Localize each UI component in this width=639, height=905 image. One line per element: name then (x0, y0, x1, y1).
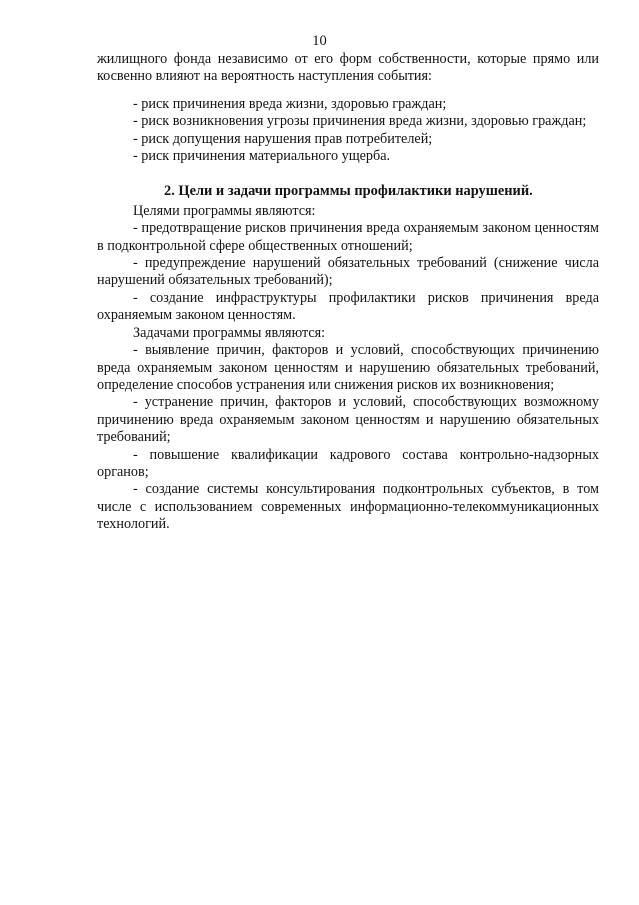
goal-item-2: - предупреждение нарушений обязательных требований (снижение числа нарушений обязательных требований); (97, 255, 599, 289)
tasks-intro: Задачами программы являются: (133, 324, 326, 341)
task-item-3: - повышение квалификации кадрового состава контрольно-надзорных органов; (97, 446, 599, 480)
task-item-2: - устранение причин, факторов и условий, способствующих возможному причинению вреда охраняемым законом ценностям и нарушению обязательных требований; (97, 394, 599, 446)
goal-item-3: - создание инфраструктуры профилактики рисков причинения вреда охраняемым законом ценностям. (97, 289, 599, 324)
goals-intro: Целями программы являются: (133, 202, 316, 219)
risk-item-4: - риск причинения материального ущерба. (133, 148, 391, 165)
intro-paragraph: жилищного фонда независимо от его форм собственности, которые прямо или косвенно влияют на вероятность наступления события: (97, 51, 599, 85)
risk-item-1: - риск причинения вреда жизни, здоровью граждан; (133, 95, 447, 112)
task-item-1: - выявление причин, факторов и условий, способствующих причинению вреда охраняемым законом ценностям и нарушению обязательных требований, определение способов устранения или снижения рисков их возникновения; (97, 342, 599, 393)
risk-item-3: - риск допущения нарушения прав потребителей; (133, 130, 433, 147)
section-title: 2. Цели и задачи программы профилактики нарушений. (164, 183, 533, 200)
document-body (97, 51, 599, 534)
task-item-4: - создание системы консультирования подконтрольных субъектов, в том числе с использованием современных информационно-телекоммуникационных технологий. (97, 481, 599, 533)
page-number: 10 (312, 33, 327, 49)
goal-item-1: - предотвращение рисков причинения вреда охраняемым законом ценностям в подконтрольной сфере общественных отношений; (97, 220, 599, 254)
risk-item-2: - риск возникновения угрозы причинения вреда жизни, здоровью граждан; (133, 113, 587, 130)
